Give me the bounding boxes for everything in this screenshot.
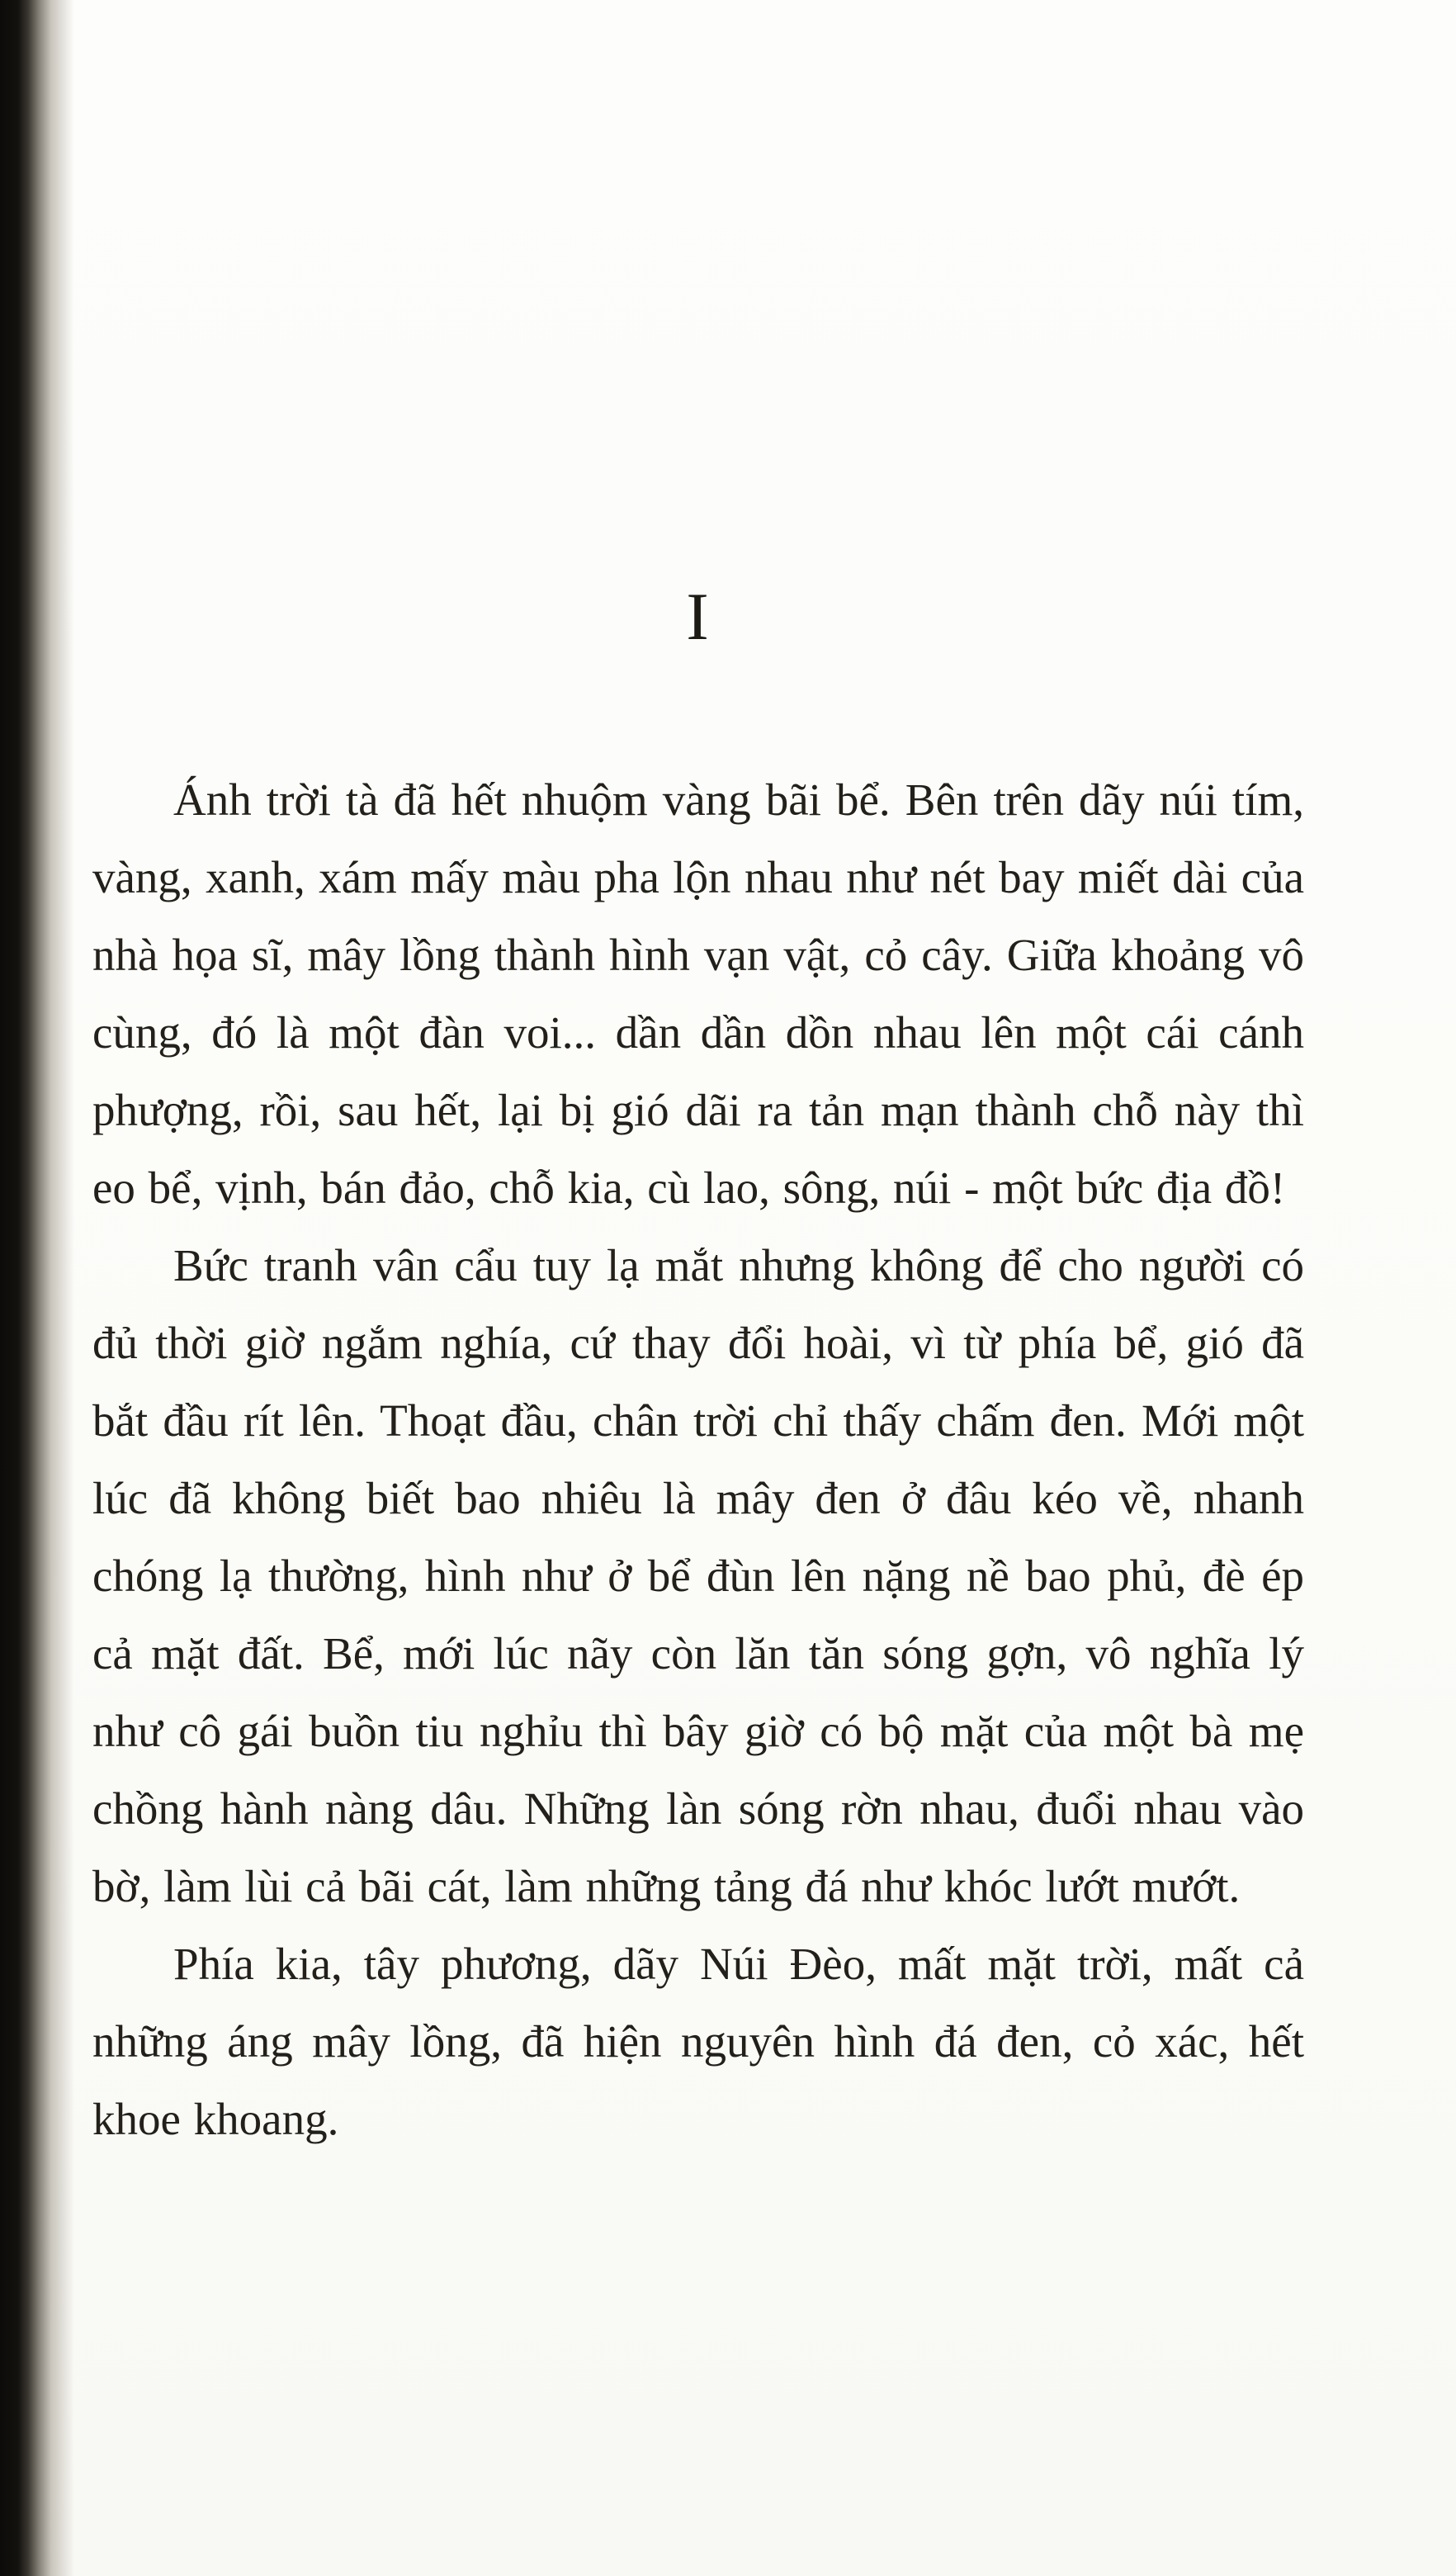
book-spine-shadow bbox=[0, 0, 74, 2576]
paragraph-1: Ánh trời tà đã hết nhuộm vàng bãi bể. Bên trên dãy núi tím, vàng, xanh, xám mấy màu pha lộn nhau như nét bay miết dài của nhà họa sĩ, mây lồng thành hình vạn vật, cỏ cây. Giữa khoảng vô cùng, đó là một đàn voi... dần dần dồn nhau lên một cái cánh phượng, rồi, sau hết, lại bị gió dãi ra tản mạn thành chỗ này thì eo bể, vịnh, bán đảo, chỗ kia, cù lao, sông, núi - một bức địa đồ! bbox=[92, 774, 1304, 1213]
page-content bbox=[92, 578, 1304, 2158]
paragraph-2: Bức tranh vân cẩu tuy lạ mắt nhưng không để cho người có đủ thời giờ ngắm nghía, cứ thay đổi hoài, vì từ phía bể, gió đã bắt đầu rít lên. Thoạt đầu, chân trời chỉ thấy chấm đen. Mới một lúc đã không biết bao nhiêu là mây đen ở đâu kéo về, nhanh chóng lạ thường, hình như ở bể đùn lên nặng nề bao phủ, đè ép cả mặt đất. Bể, mới lúc nãy còn lăn tăn sóng gợn, vô nghĩa lý như cô gái buồn tiu nghỉu thì bây giờ có bộ mặt của một bà mẹ chồng hành nàng dâu. Những làn sóng rờn nhau, đuổi nhau vào bờ, làm lùi cả bãi cát, làm những tảng đá như khóc lướt mướt. bbox=[92, 1240, 1304, 1911]
paragraph-3: Phía kia, tây phương, dãy Núi Đèo, mất mặt trời, mất cả những áng mây lồng, đã hiện nguyên hình đá đen, cỏ xác, hết khoe khoang. bbox=[92, 1939, 1304, 2144]
chapter-numeral: I bbox=[686, 579, 711, 654]
